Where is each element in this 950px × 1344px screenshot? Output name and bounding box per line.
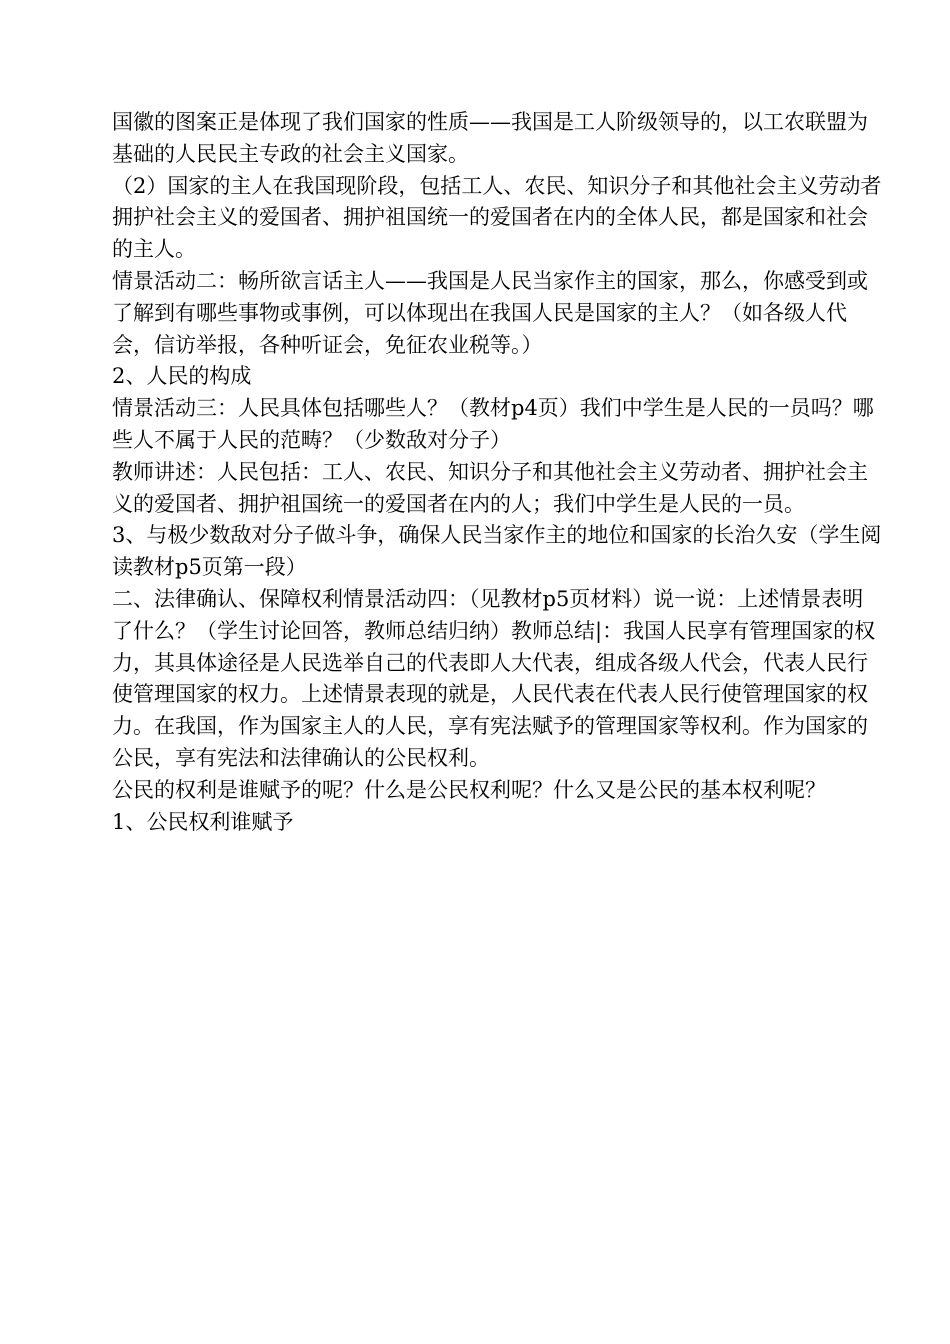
- paragraph-masters-of-state: （2）国家的主人在我国现阶段，包括工人、农民、知识分子和其他社会主义劳动者拥护社会主义的爱国者、拥护祖国统一的爱国者在内的全体人民，都是国家和社会的主人。: [112, 173, 882, 262]
- heading-people-composition: 2、人民的构成: [112, 364, 252, 389]
- document-body: [112, 107, 882, 838]
- paragraph-rights-questions: 公民的权利是谁赋予的呢？什么是公民权利呢？什么又是公民的基本权利呢？: [112, 777, 826, 802]
- paragraph-struggle-enemies: 3、与极少数敌对分子做斗争，确保人民当家作主的地位和国家的长治久安（学生阅读教材p5页第一段）: [112, 523, 882, 580]
- paragraph-activity-two: 情景活动二：畅所欲言话主人——我国是人民当家作主的国家，那么，你感受到或了解到有哪些事物或事例，可以体现出在我国人民是国家的主人？（如各级人代会，信访举报，各种听证会，免征农业税等。）: [112, 268, 868, 357]
- paragraph-law-rights: 二、法律确认、保障权利情景活动四：（见教材p5页材料）说一说：上述情景表明了什么？（学生讨论回答，教师总结归纳）教师总结|：我国人民享有管理国家的权力，其具体途径是人民选举自己的代表即人大代表，组成各级人代会，代表人民行使管理国家的权力。上述情景表现的就是，人民代表在代表人民行使管理国家的权力。在我国，作为国家主人的人民，享有宪法赋予的管理国家等权利。作为国家的公民，享有宪法和法律确认的公民权利。: [112, 586, 876, 770]
- paragraph-national-emblem: 国徽的图案正是体现了我们国家的性质——我国是工人阶级领导的，以工农联盟为基础的人民民主专政的社会主义国家。: [112, 110, 868, 166]
- heading-who-grants-rights: 1、公民权利谁赋予: [112, 809, 294, 834]
- paragraph-teacher-explains: 教师讲述：人民包括：工人、农民、知识分子和其他社会主义劳动者、拥护社会主义的爱国者、拥护祖国统一的爱国者在内的人；我们中学生是人民的一员。: [112, 459, 868, 516]
- paragraph-activity-three: 情景活动三：人民具体包括哪些人？（教材p4页）我们中学生是人民的一员吗？哪些人不属于人民的范畴？（少数敌对分子）: [112, 396, 874, 452]
